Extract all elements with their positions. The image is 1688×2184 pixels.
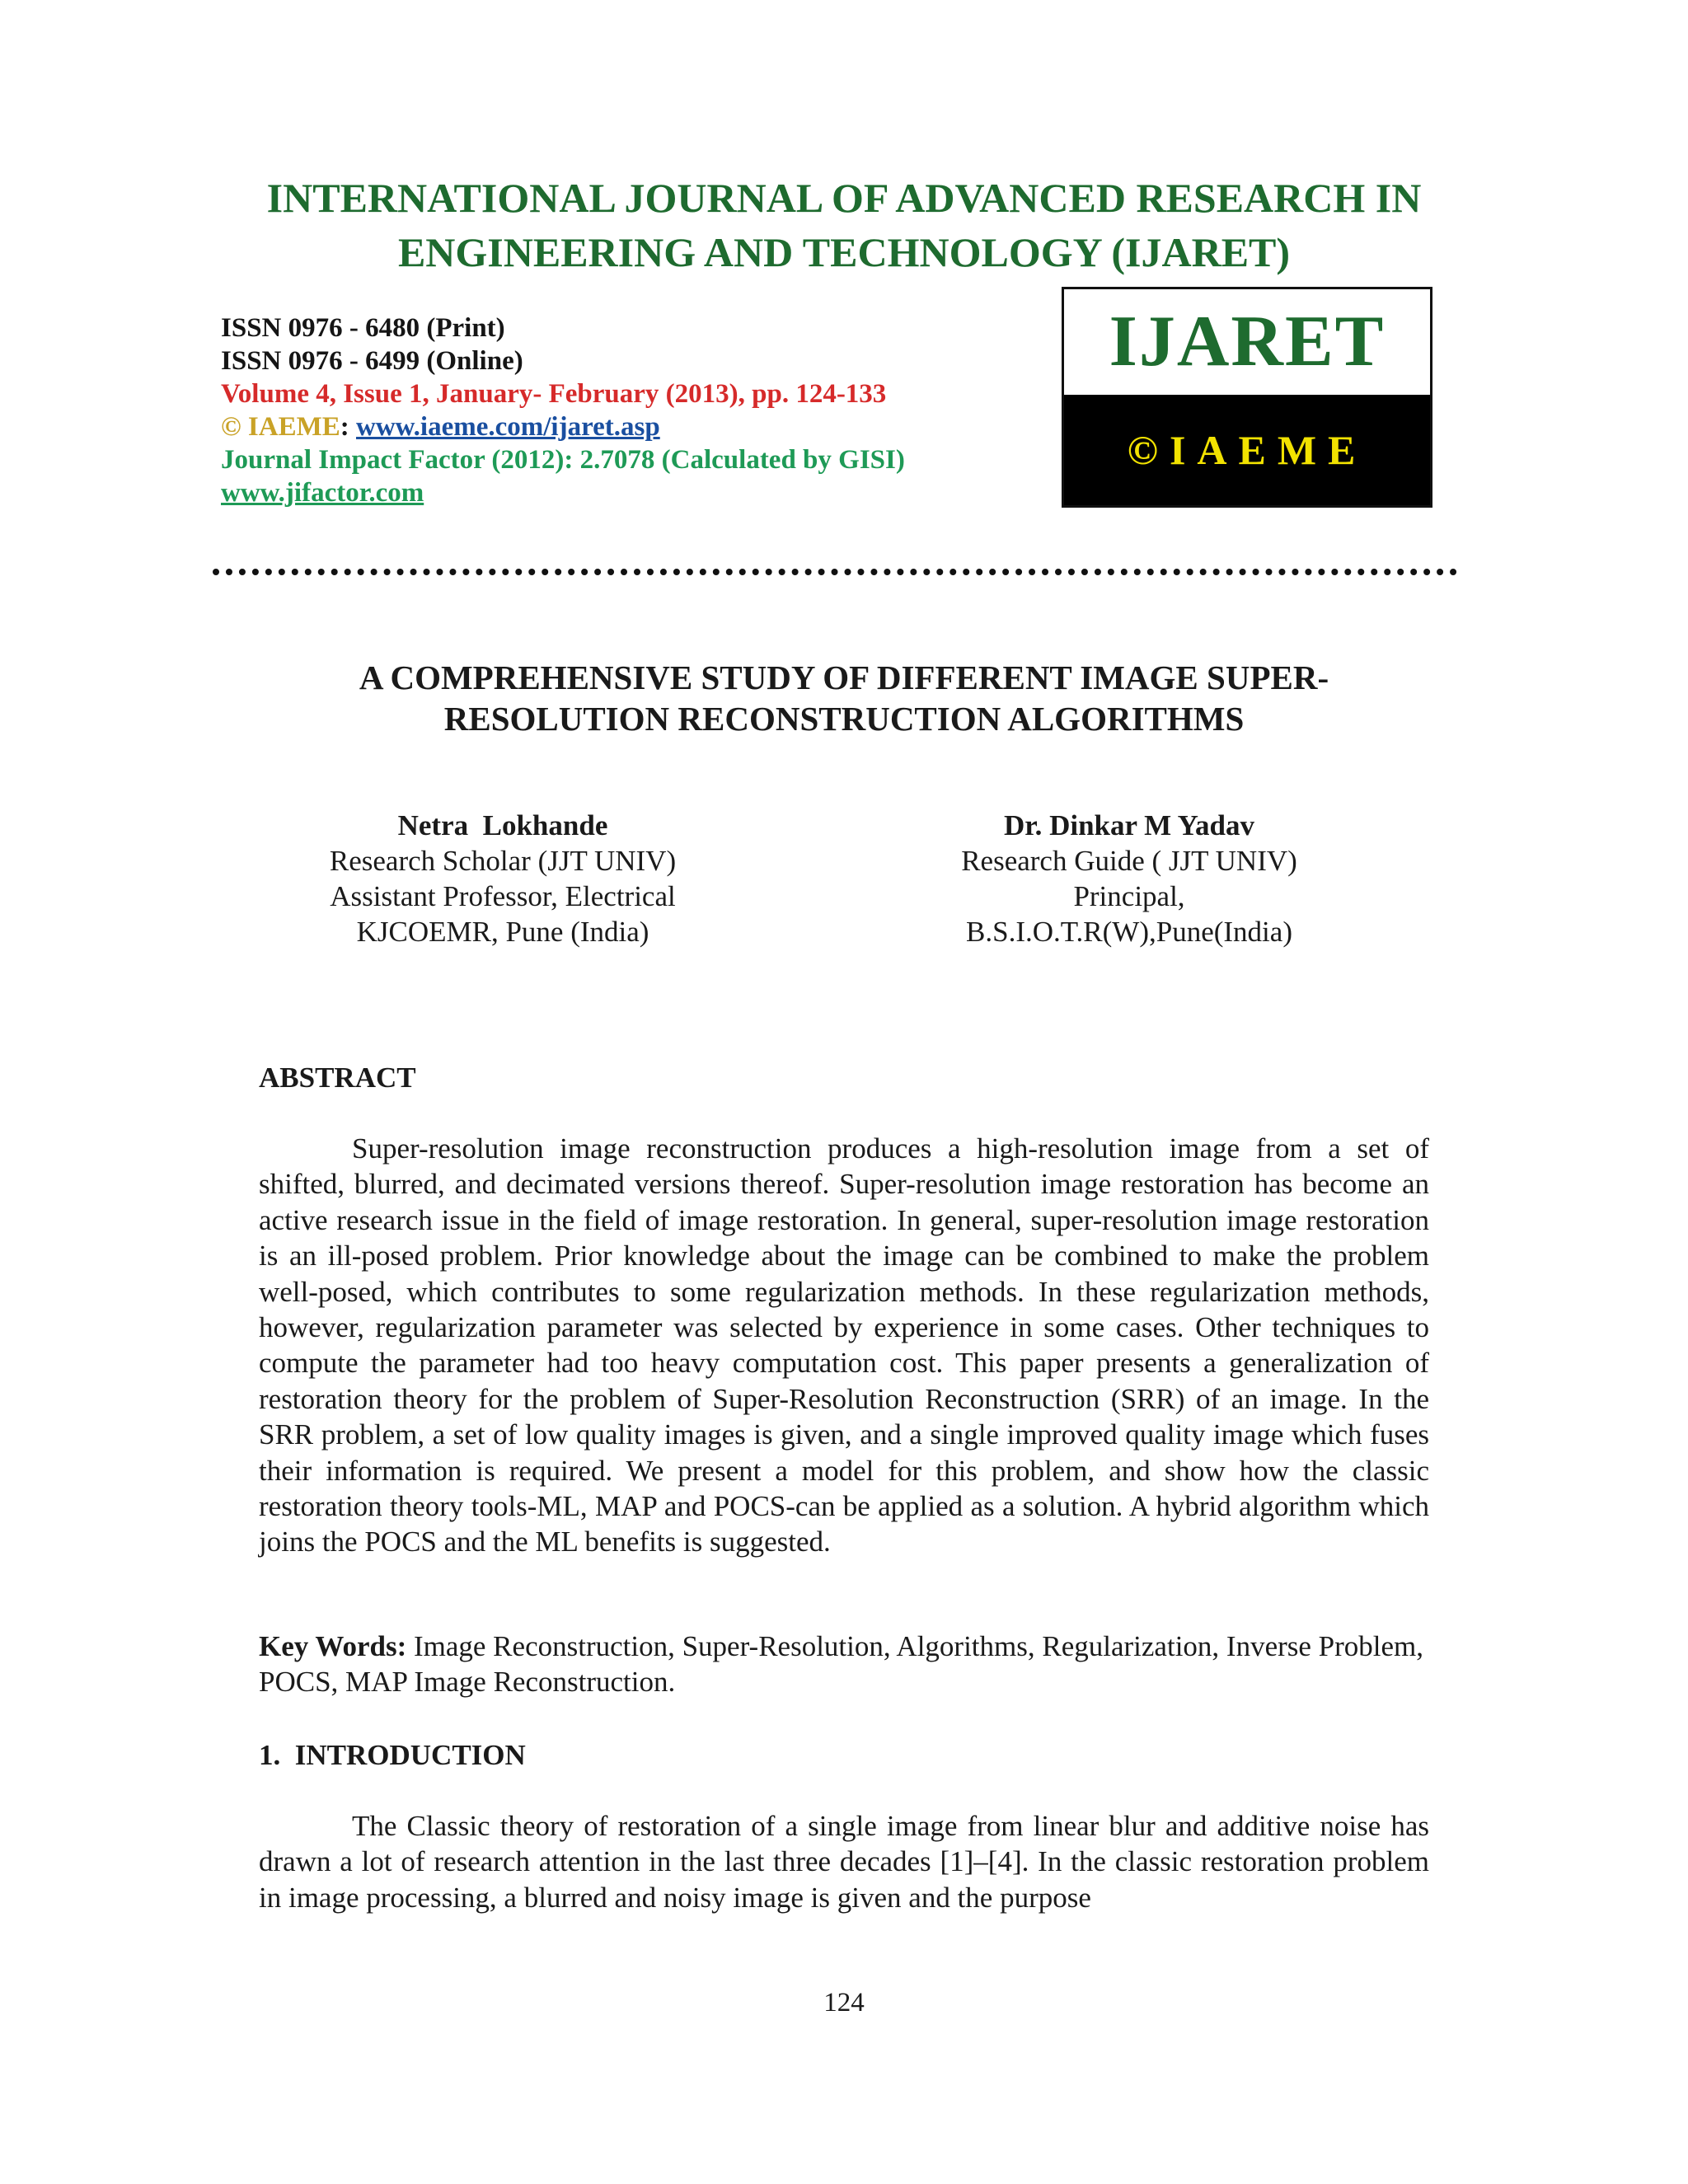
- keywords-text: Image Reconstruction, Super-Resolution, Algorithms, Regularization, Inverse Problem, POCS, MAP Image Reconstruction.: [259, 1630, 1424, 1699]
- author-affiliation-2: Principal,: [1073, 880, 1185, 912]
- author-affiliation-3: KJCOEMR, Pune (India): [356, 916, 649, 948]
- journal-title-line-2: ENGINEERING AND TECHNOLOGY (IJARET): [397, 229, 1291, 275]
- copyright-label: © IAEME: [221, 412, 340, 442]
- author-block-1: [256, 808, 750, 949]
- introduction-heading: 1. INTRODUCTION: [259, 1739, 526, 1771]
- issn-online: ISSN 0976 - 6499 (Online): [221, 346, 523, 376]
- introduction-paragraph: The Classic theory of restoration of a single image from linear blur and additive noise has drawn a lot of research attention in the last three decades [1]–[4]. In the classic restoration problem in image processing, a blurred and noisy image is given and the purpose: [259, 1810, 1429, 1914]
- author-name: Dr. Dinkar M Yadav: [1003, 809, 1255, 841]
- ijaret-logo: [1062, 287, 1432, 508]
- author-name: Netra Lokhande: [397, 809, 608, 841]
- abstract-paragraph: Super-resolution image reconstruction produces a high-resolution image from a set of shifted, blurred, and decimated versions thereof. Super-resolution image restoration has become an active research issue in the field of image restoration. In general, super-resolution image restoration is an ill-posed problem. Prior knowledge about the image can be combined to make the problem well-posed, which contributes to some regularization methods. In these regularization methods, however, regularization parameter was selected by experience in some cases. Other techniques to compute the parameter had too heavy computation cost. This paper presents a generalization of restoration theory for the problem of Super-Resolution Reconstruction (SRR) of an image. In the SRR problem, a set of low quality images is given, and a single improved quality image which fuses their information is required. We present a model for this problem, and show how the classic restoration theory tools-ML, MAP and POCS-can be applied as a solution. A hybrid algorithm which joins the POCS and the ML benefits is suggested.: [259, 1132, 1429, 1558]
- journal-title-line-1: INTERNATIONAL JOURNAL OF ADVANCED RESEARCH IN: [266, 175, 1422, 221]
- page-number: 124: [823, 1988, 865, 2018]
- logo-title: IJARET: [1064, 289, 1430, 395]
- copyright-separator: :: [340, 412, 356, 442]
- volume-info: Volume 4, Issue 1, January- February (2013), pp. 124-133: [221, 379, 887, 409]
- keywords-block: [259, 1629, 1429, 1700]
- copyright-line: [221, 410, 660, 443]
- abstract-heading: ABSTRACT: [259, 1062, 416, 1094]
- paper-title-line-1: A COMPREHENSIVE STUDY OF DIFFERENT IMAGE SUPER-: [359, 658, 1329, 696]
- impact-factor: Journal Impact Factor (2012): 2.7078 (Calculated by GISI): [221, 445, 905, 475]
- author-affiliation-1: Research Scholar (JJT UNIV): [329, 845, 677, 877]
- author-affiliation-1: Research Guide ( JJT UNIV): [961, 845, 1297, 877]
- abstract-body: [259, 1131, 1429, 1560]
- jifactor-url-link[interactable]: www.jifactor.com: [221, 478, 424, 508]
- author-affiliation-2: Assistant Professor, Electrical: [330, 880, 676, 912]
- introduction-body: [259, 1808, 1429, 1915]
- paper-title-line-2: RESOLUTION RECONSTRUCTION ALGORITHMS: [443, 700, 1245, 738]
- author-affiliation-3: B.S.I.O.T.R(W),Pune(India): [966, 916, 1292, 948]
- logo-publisher: ©IAEME: [1064, 395, 1430, 505]
- issn-print: ISSN 0976 - 6480 (Print): [221, 313, 505, 343]
- author-block-2: [882, 808, 1376, 949]
- journal-url-link[interactable]: www.iaeme.com/ijaret.asp: [356, 412, 660, 442]
- dotted-divider: [213, 569, 1457, 575]
- keywords-label: Key Words:: [259, 1630, 407, 1662]
